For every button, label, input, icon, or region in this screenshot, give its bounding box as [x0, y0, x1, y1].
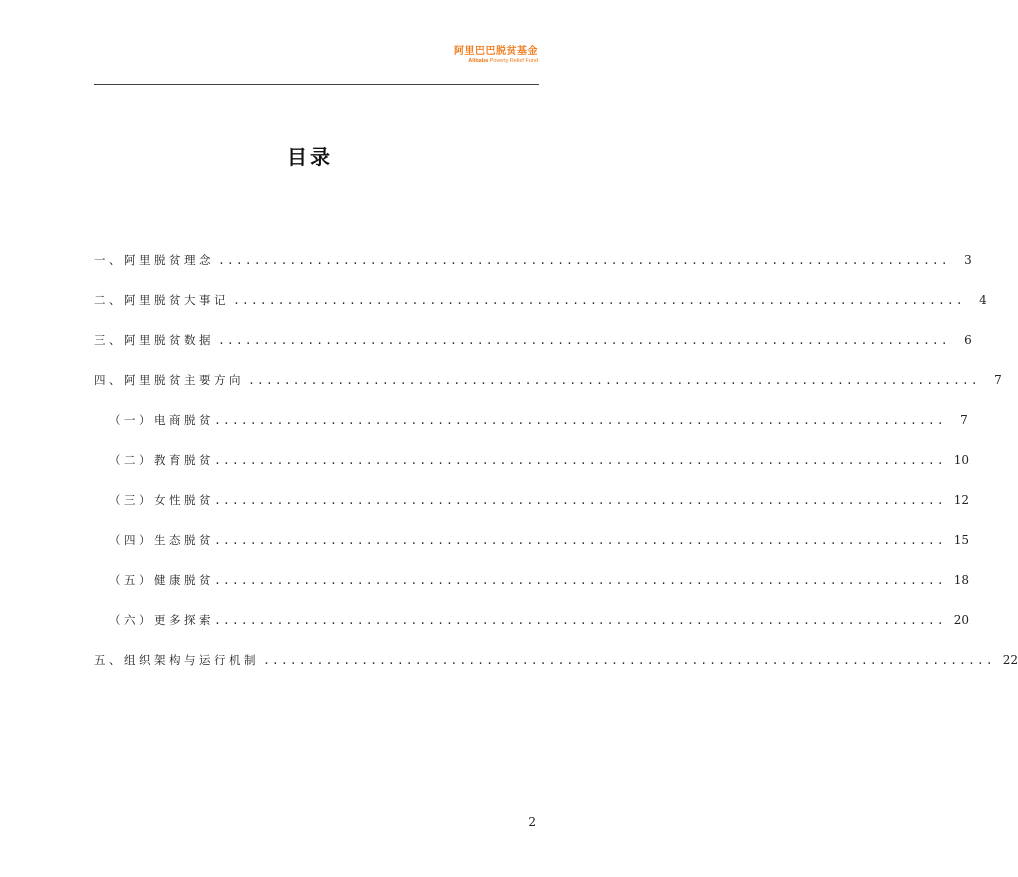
toc-subentry[interactable] [94, 532, 970, 572]
toc-entry-label: 五、组织架构与运行机制 [94, 653, 259, 667]
toc-leader-dots: .................................................................................. [214, 573, 946, 587]
toc-leader-dots: .................................................................................. [218, 333, 950, 347]
toc-subentry-page: 18 [953, 573, 970, 587]
toc-entry-page: 22 [1002, 653, 1018, 667]
toc-subentry-page: 12 [953, 493, 970, 507]
brand-logo [454, 45, 538, 65]
toc-entry-page: 4 [979, 293, 987, 307]
toc-entry[interactable] [94, 372, 1002, 412]
toc-subentry-label: （三）女性脱贫 [109, 493, 214, 507]
toc-entry-page: 3 [964, 253, 972, 267]
toc-subentry-page: 20 [953, 613, 970, 627]
toc-subentry[interactable] [94, 492, 970, 532]
toc-subentry-label: （六）更多探索 [109, 613, 214, 627]
toc-entry[interactable] [94, 292, 987, 332]
toc-leader-dots: .................................................................................. [214, 453, 946, 467]
logo-english-rest: Poverty Relief Fund [488, 58, 538, 64]
toc-entry[interactable] [94, 252, 972, 292]
toc-leader-dots: .................................................................................. [214, 613, 946, 627]
header-divider [94, 84, 539, 85]
toc-leader-dots: .................................................................................. [263, 653, 995, 667]
toc-subentry-page: 7 [960, 413, 968, 427]
toc-entry-page: 7 [994, 373, 1002, 387]
logo-english-text [454, 58, 538, 65]
toc-entry-label: 四、阿里脱贫主要方向 [94, 373, 244, 387]
toc-subentry-label: （二）教育脱贫 [109, 453, 214, 467]
toc-leader-dots: .................................................................................. [233, 293, 965, 307]
toc-subentry[interactable] [94, 612, 970, 652]
toc-subentry[interactable] [94, 572, 970, 612]
toc-subentry-label: （五）健康脱贫 [109, 573, 214, 587]
page-number: 2 [528, 815, 536, 829]
toc-subentry-page: 10 [953, 453, 970, 467]
toc-entry[interactable] [94, 652, 1018, 692]
toc-entry-page: 6 [964, 333, 972, 347]
toc-entry[interactable] [94, 332, 972, 372]
toc-leader-dots: .................................................................................. [214, 413, 946, 427]
toc-leader-dots: .................................................................................. [218, 253, 950, 267]
toc-entry-label: 二、阿里脱贫大事记 [94, 293, 229, 307]
toc-entry-label: 一、阿里脱贫理念 [94, 253, 214, 267]
logo-english-brand: Alibaba [468, 58, 489, 64]
toc-subentry-label: （四）生态脱贫 [109, 533, 214, 547]
table-of-contents [94, 252, 1018, 692]
page-title: 目录 [287, 145, 333, 169]
logo-chinese-text: 阿里巴巴脱贫基金 [454, 46, 538, 57]
toc-subentry[interactable] [94, 412, 968, 452]
toc-subentry[interactable] [94, 452, 970, 492]
toc-subentry-page: 15 [953, 533, 970, 547]
toc-leader-dots: .................................................................................. [248, 373, 980, 387]
toc-entry-label: 三、阿里脱贫数据 [94, 333, 214, 347]
toc-leader-dots: .................................................................................. [214, 533, 946, 547]
toc-leader-dots: .................................................................................. [214, 493, 946, 507]
toc-subentry-label: （一）电商脱贫 [109, 413, 214, 427]
